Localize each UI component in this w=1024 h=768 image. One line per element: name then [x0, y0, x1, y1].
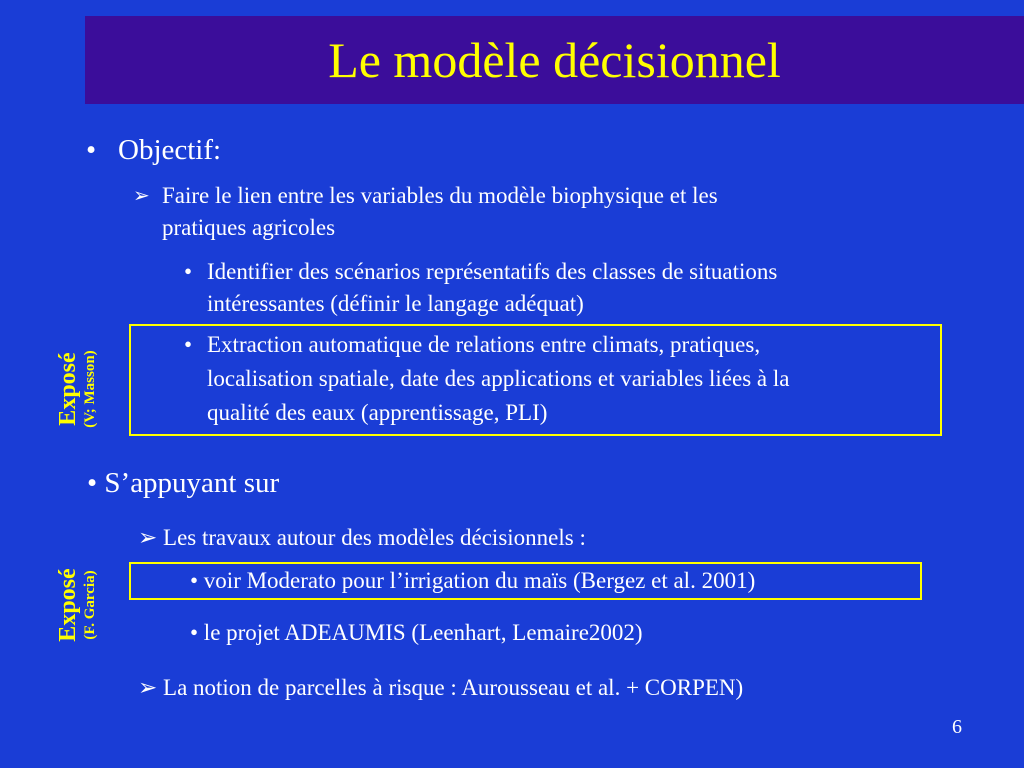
page-number: 6	[952, 716, 962, 738]
objectif-sub-line1: Faire le lien entre les variables du modèle biophysique et les	[162, 183, 718, 208]
side-label-garcia	[55, 550, 103, 660]
objectif-label: Objectif:	[118, 134, 222, 166]
item2-line2: localisation spatiale, date des applications et variables liées à la	[207, 366, 790, 391]
slide-title: Le modèle décisionnel	[328, 32, 781, 88]
appuyant-label: • S’appuyant sur	[87, 467, 280, 499]
side-label-masson	[55, 324, 103, 454]
item2-line3: qualité des eaux (apprentissage, PLI)	[207, 400, 548, 425]
title-bar	[85, 16, 1024, 104]
item-bullet: •	[184, 332, 193, 357]
side-label-main: Exposé	[55, 568, 81, 642]
appuyant-item2: • le projet ADEAUMIS (Leenhart, Lemaire2002)	[190, 620, 643, 645]
appuyant-sub1: ➢ Les travaux autour des modèles décisionnels :	[138, 525, 586, 550]
arrow-icon: ➢	[133, 185, 150, 207]
side-label-sub: (F. Garcia)	[82, 570, 98, 640]
objectif-sub-line2: pratiques agricoles	[162, 215, 336, 240]
item2-line1: Extraction automatique de relations entre climats, pratiques,	[207, 332, 761, 357]
side-label-main: Exposé	[55, 352, 81, 426]
item1-line2: intéressantes (définir le langage adéquat)	[207, 291, 584, 316]
item-bullet: •	[184, 259, 193, 284]
item1-line1: Identifier des scénarios représentatifs des classes de situations	[207, 259, 778, 284]
side-label-sub: (V; Masson)	[82, 350, 98, 428]
appuyant-sub2: ➢ La notion de parcelles à risque : Aurousseau et al. + CORPEN)	[138, 675, 744, 700]
appuyant-item1: • voir Moderato pour l’irrigation du maïs (Bergez et al. 2001)	[190, 568, 756, 593]
objectif-bullet: •	[86, 134, 97, 166]
